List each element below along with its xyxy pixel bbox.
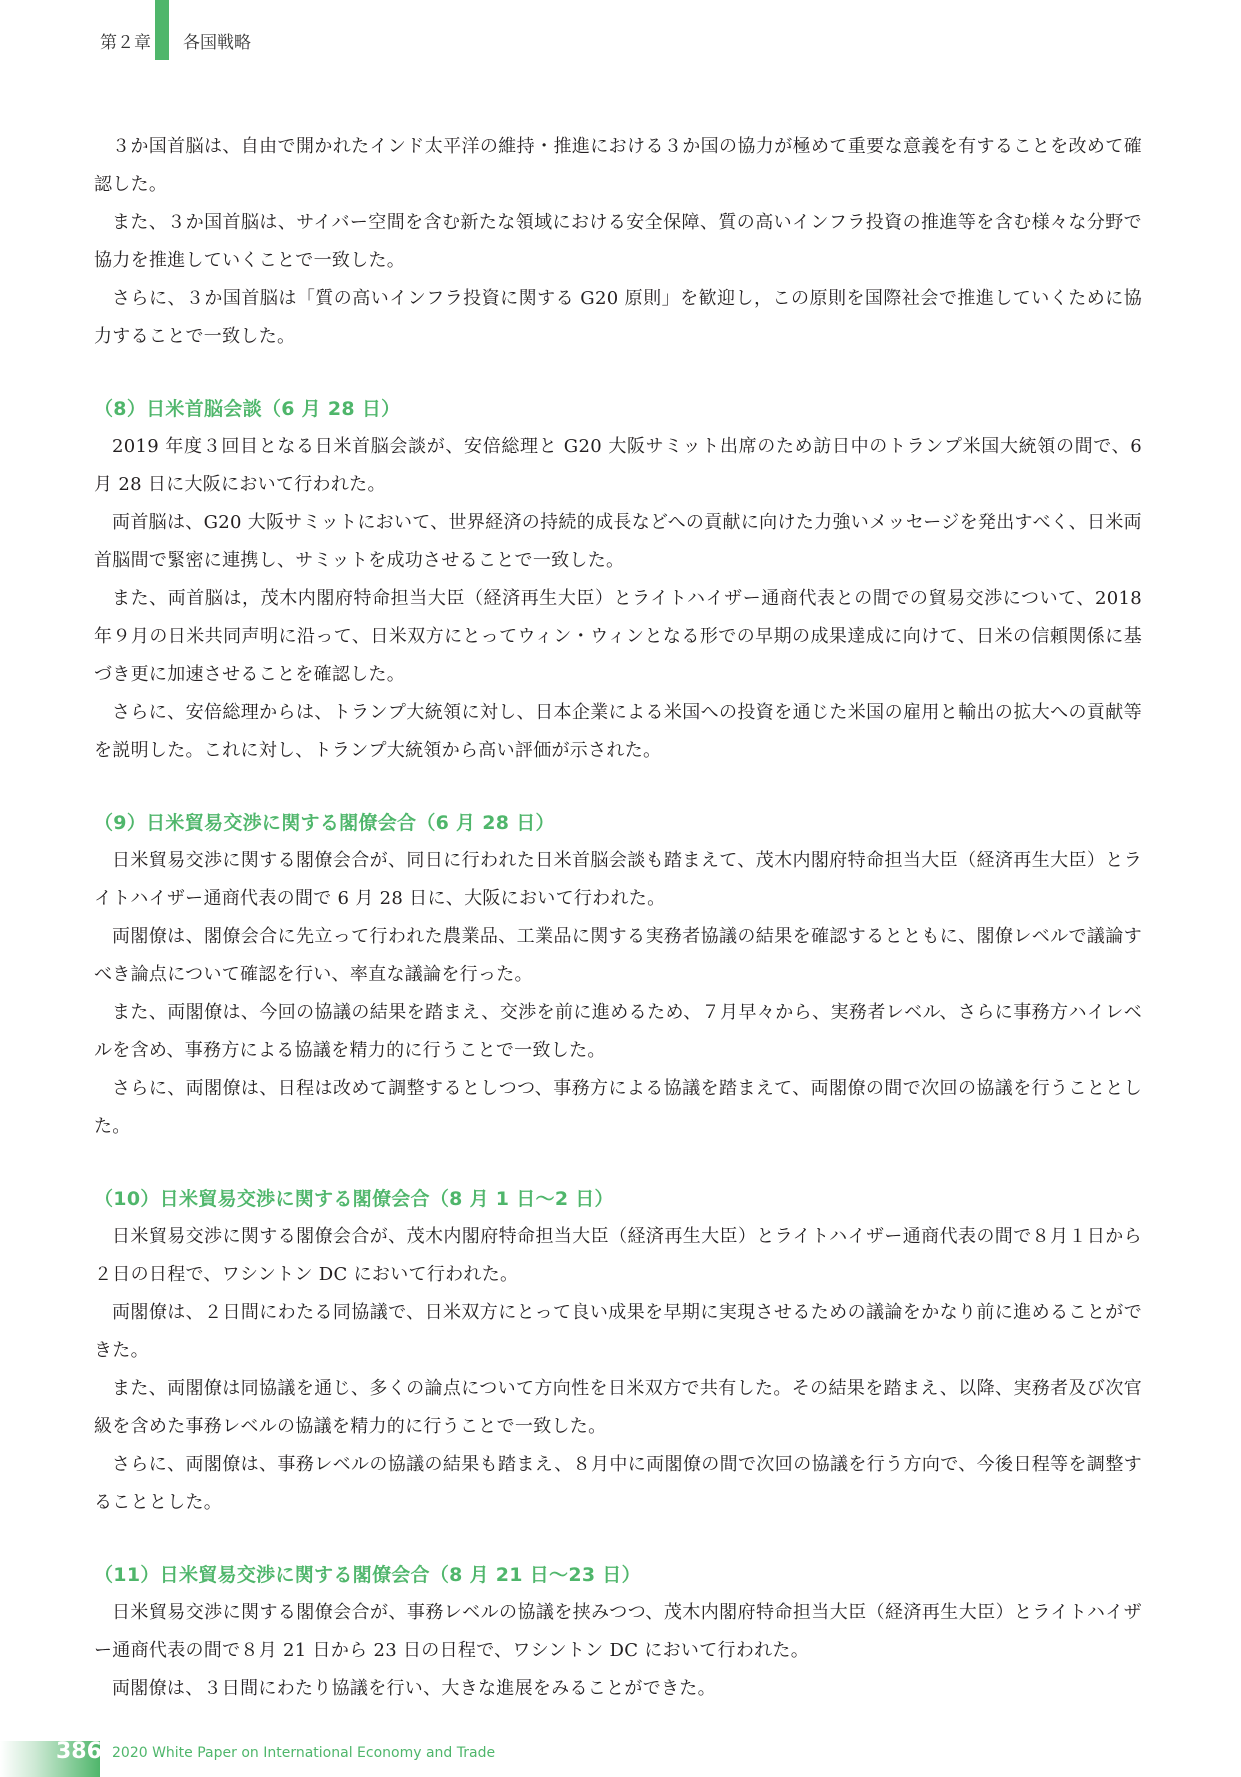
paragraph: さらに、両閣僚は、事務レベルの協議の結果も踏まえ、８月中に両閣僚の間で次回の協議を行う方向で、今後日程等を調整することとした。	[94, 1454, 1142, 1513]
paragraph: ３か国首脳は、自由で開かれたインド太平洋の維持・推進における３か国の協力が極めて重要な意義を有することを改めて確認した。	[94, 136, 1142, 195]
publication-title: 2020 White Paper on International Economy and Trade	[112, 1745, 496, 1761]
paragraph: 日米貿易交渉に関する閣僚会合が、事務レベルの協議を挟みつつ、茂木内閣府特命担当大臣（経済再生大臣）とライトハイザー通商代表の間で８月 21 日から 23 日の日程で、ワシントン DC において行われた。	[94, 1602, 1142, 1661]
paragraph: さらに、安倍総理からは、トランプ大統領に対し、日本企業による米国への投資を通じた米国の雇用と輸出の拡大への貢献等を説明した。これに対し、トランプ大統領から高い評価が示された。	[94, 702, 1142, 761]
paragraph: また、両閣僚は、今回の協議の結果を踏まえ、交渉を前に進めるため、７月早々から、実務者レベル、さらに事務方ハイレベルを含め、事務方による協議を精力的に行うことで一致した。	[94, 1002, 1142, 1061]
paragraph: 日米貿易交渉に関する閣僚会合が、同日に行われた日米首脳会談も踏まえて、茂木内閣府特命担当大臣（経済再生大臣）とライトハイザー通商代表の間で 6 月 28 日に、大阪において行われた。	[94, 850, 1142, 909]
intro-block	[94, 128, 1142, 356]
section-9	[94, 804, 1142, 1146]
paragraph: 日米貿易交渉に関する閣僚会合が、茂木内閣府特命担当大臣（経済再生大臣）とライトハイザー通商代表の間で８月１日から２日の日程で、ワシントン DC において行われた。	[94, 1226, 1142, 1285]
section-heading: （10）日米貿易交渉に関する閣僚会合（8 月 1 日～2 日）	[94, 1188, 614, 1210]
section-8	[94, 390, 1142, 770]
page-header	[0, 0, 1241, 70]
section-11	[94, 1556, 1142, 1708]
section-heading: （9）日米貿易交渉に関する閣僚会合（6 月 28 日）	[94, 812, 555, 834]
header-accent-bar	[155, 0, 169, 60]
paragraph: 両閣僚は、３日間にわたり協議を行い、大きな進展をみることができた。	[112, 1678, 716, 1699]
paragraph: さらに、両閣僚は、日程は改めて調整するとしつつ、事務方による協議を踏まえて、両閣僚の間で次回の協議を行うこととした。	[94, 1078, 1142, 1137]
paragraph: 両閣僚は、閣僚会合に先立って行われた農業品、工業品に関する実務者協議の結果を確認するとともに、閣僚レベルで議論すべき論点について確認を行い、率直な議論を行った。	[94, 926, 1142, 985]
section-10	[94, 1180, 1142, 1522]
section-heading: （8）日米首脳会談（6 月 28 日）	[94, 398, 401, 420]
paragraph: 両首脳は、G20 大阪サミットにおいて、世界経済の持続的成長などへの貢献に向けた力強いメッセージを発出すべく、日米両首脳間で緊密に連携し、サミットを成功させることで一致した。	[94, 512, 1142, 571]
paragraph: さらに、３か国首脳は「質の高いインフラ投資に関する G20 原則」を歓迎し，この原則を国際社会で推進していくために協力することで一致した。	[94, 288, 1142, 347]
paragraph: 両閣僚は、２日間にわたる同協議で、日米双方にとって良い成果を早期に実現させるための議論をかなり前に進めることができた。	[94, 1302, 1142, 1361]
paragraph: 2019 年度３回目となる日米首脳会談が、安倍総理と G20 大阪サミット出席のため訪日中のトランプ米国大統領の間で、6 月 28 日に大阪において行われた。	[94, 436, 1142, 495]
page-number: 386	[56, 1739, 102, 1764]
chapter-label: 第２章	[100, 33, 151, 53]
paragraph: また、３か国首脳は、サイバー空間を含む新たな領域における安全保障、質の高いインフラ投資の推進等を含む様々な分野で協力を推進していくことで一致した。	[94, 212, 1142, 271]
section-heading: （11）日米貿易交渉に関する閣僚会合（8 月 21 日～23 日）	[94, 1564, 641, 1586]
section-label: 各国戦略	[183, 33, 251, 53]
paragraph: また、両閣僚は同協議を通じ、多くの論点について方向性を日米双方で共有した。その結果を踏まえ、以降、実務者及び次官級を含めた事務レベルの協議を精力的に行うことで一致した。	[94, 1378, 1142, 1437]
paragraph: また、両首脳は，茂木内閣府特命担当大臣（経済再生大臣）とライトハイザー通商代表との間での貿易交渉について、2018 年９月の日米共同声明に沿って、日米双方にとってウィン・ウィンとなる形での早期の成果達成に向けて、日米の信頼関係に基づき更に加速させることを確認した。	[94, 588, 1142, 685]
main-content	[94, 128, 1142, 1708]
